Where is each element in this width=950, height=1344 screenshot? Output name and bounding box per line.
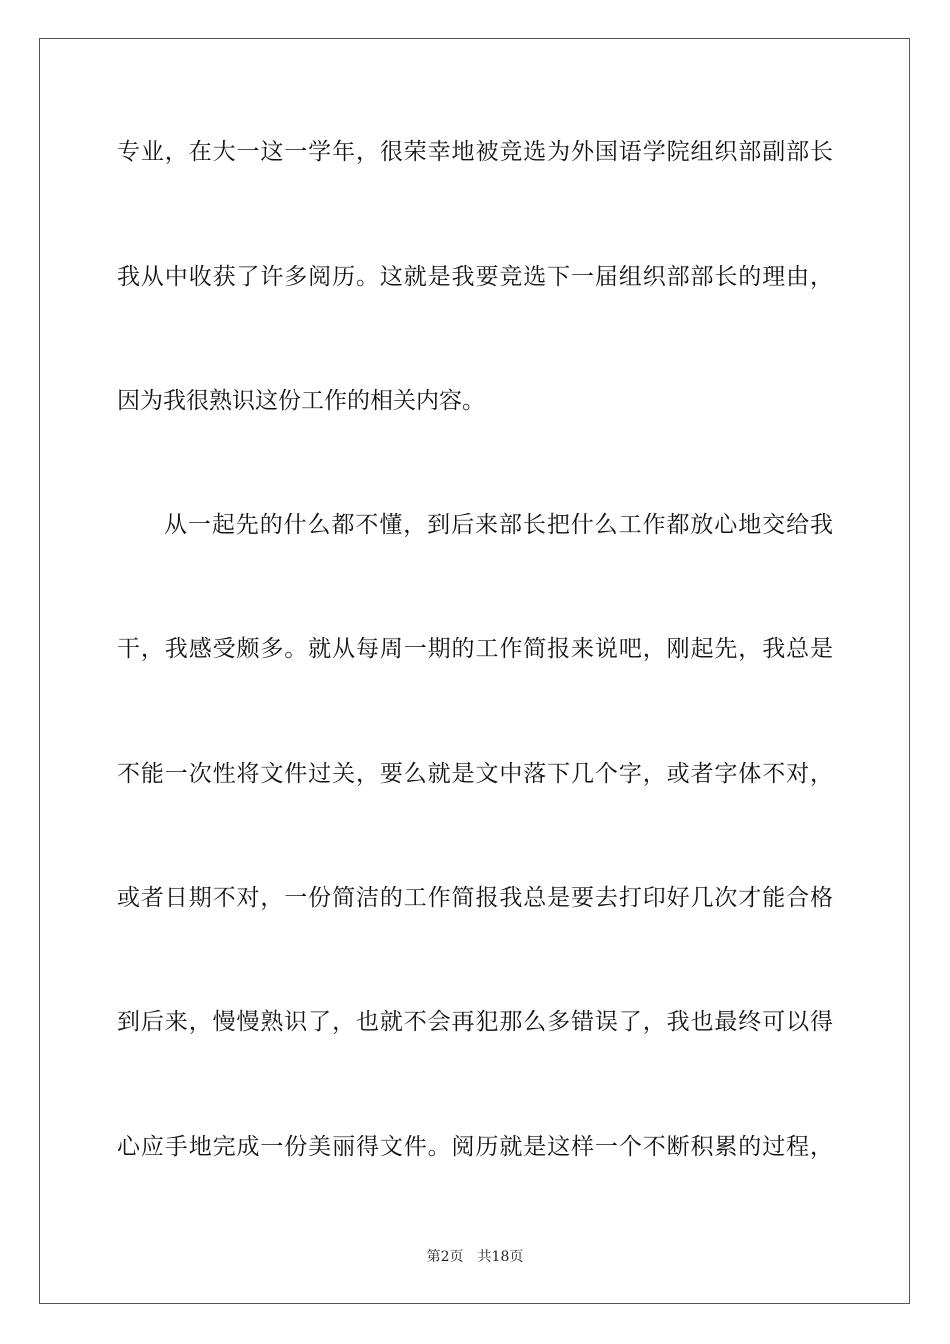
paragraph-line: 干，我感受颇多。就从每周一期的工作简报来说吧，刚起先，我总是 — [117, 636, 833, 662]
paragraph-line: 我从中收获了许多阅历。这就是我要竞选下一届组织部部长的理由， — [117, 264, 833, 290]
paragraph-line: 到后来，慢慢熟识了，也就不会再犯那么多错误了，我也最终可以得 — [117, 1009, 833, 1035]
paragraph-line: 心应手地完成一份美丽得文件。阅历就是这样一个不断积累的过程， — [117, 1134, 833, 1160]
paragraph-line: 不能一次性将文件过关，要么就是文中落下几个字，或者字体不对， — [117, 761, 833, 787]
paragraph-line: 或者日期不对，一份简洁的工作简报我总是要去打印好几次才能合格 — [117, 885, 833, 911]
page-footer — [0, 1248, 950, 1266]
page-total: 共18页 — [477, 1249, 524, 1265]
page-border — [39, 38, 910, 1304]
paragraph-line: 因为我很熟识这份工作的相关内容。 — [117, 388, 485, 414]
page-number: 第2页 — [426, 1249, 464, 1265]
paragraph-line: 从一起先的什么都不懂，到后来部长把什么工作都放心地交给我 — [164, 512, 833, 538]
paragraph-line: 专业，在大一这一学年，很荣幸地被竞选为外国语学院组织部副部长 — [117, 139, 833, 165]
